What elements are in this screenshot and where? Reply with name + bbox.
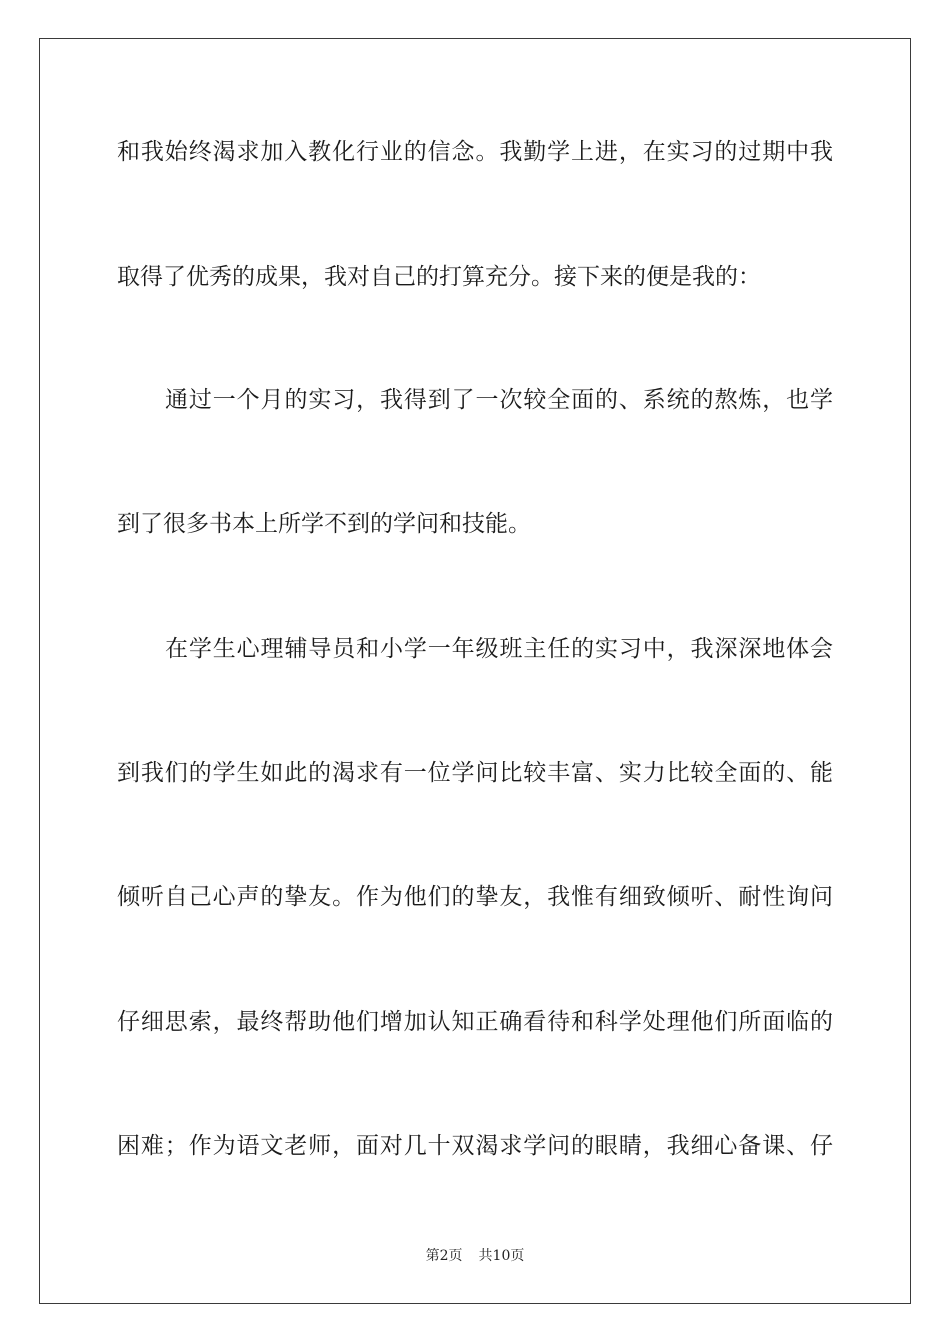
- paragraph-line: 通过一个月的实习，我得到了一次较全面的、系统的熬炼，也学: [165, 387, 833, 413]
- paragraph-line: 在学生心理辅导员和小学一年级班主任的实习中，我深深地体会: [165, 636, 833, 662]
- page-footer: [0, 1247, 950, 1265]
- paragraph-line: 困难；作为语文老师，面对几十双渴求学问的眼睛，我细心备课、仔: [117, 1133, 833, 1159]
- page-border: [39, 38, 911, 1304]
- paragraph-line: 到了很多书本上所学不到的学问和技能。: [117, 511, 531, 537]
- paragraph-line: 倾听自己心声的挚友。作为他们的挚友，我惟有细致倾听、耐性询问: [117, 884, 833, 910]
- paragraph-line: 取得了优秀的成果，我对自己的打算充分。接下来的便是我的：: [117, 264, 761, 290]
- paragraph-line: 到我们的学生如此的渴求有一位学问比较丰富、实力比较全面的、能: [117, 760, 833, 786]
- page-number: 第2页: [425, 1248, 463, 1264]
- paragraph-line: 和我始终渴求加入教化行业的信念。我勤学上进，在实习的过期中我: [117, 139, 833, 165]
- paragraph-line: 仔细思索，最终帮助他们增加认知正确看待和科学处理他们所面临的: [117, 1009, 833, 1035]
- page-total: 共10页: [478, 1248, 525, 1264]
